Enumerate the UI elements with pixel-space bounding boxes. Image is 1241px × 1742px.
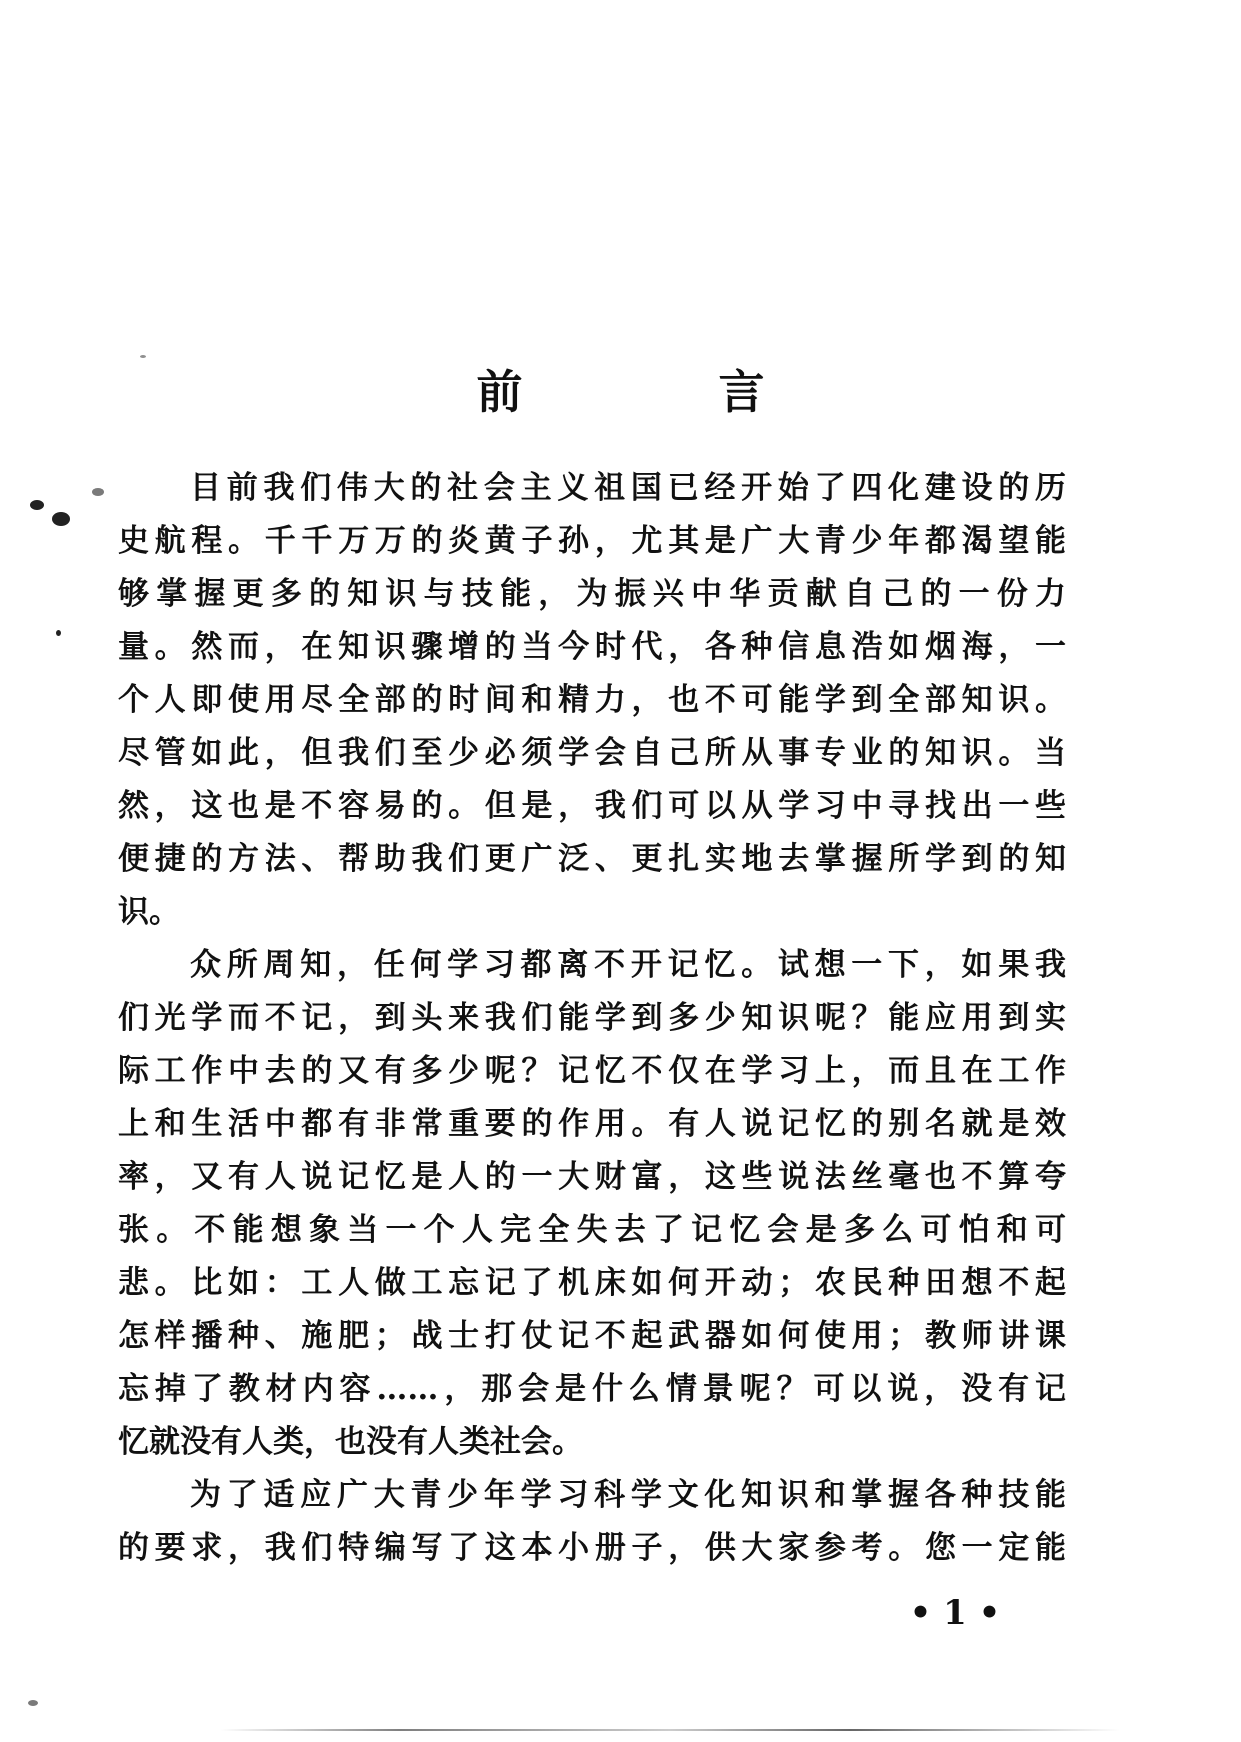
scan-edge-line (220, 1729, 1120, 1731)
scan-speck (140, 355, 146, 358)
text-line: 史航程。千千万万的炎黄子孙，尤其是广大青少年都渴望能 (118, 523, 1066, 559)
scan-speck (92, 488, 104, 496)
scan-speck (52, 512, 70, 526)
scan-speck (30, 500, 44, 510)
scan-speck (28, 1700, 38, 1706)
text-line: 悲。比如：工人做工忘记了机床如何开动；农民种田想不起 (118, 1265, 1066, 1301)
text-line: 便捷的方法、帮助我们更广泛、更扎实地去掌握所学到的知 (118, 841, 1066, 877)
page-title: 前 言 (476, 365, 855, 419)
paragraph-2 (118, 939, 1066, 1469)
text-line: 们光学而不记，到头来我们能学到多少知识呢？能应用到实 (118, 1000, 1066, 1036)
text-line: 众所周知，任何学习都离不开记忆。试想一下，如果我 (190, 947, 1066, 983)
text-line: 够掌握更多的知识与技能，为振兴中华贡献自己的一份力 (118, 576, 1066, 612)
text-line: 量。然而，在知识骤增的当今时代，各种信息浩如烟海，一 (118, 629, 1066, 665)
preface-body (118, 462, 1066, 1575)
text-line: 上和生活中都有非常重要的作用。有人说记忆的别名就是效 (118, 1106, 1066, 1142)
text-line: 忘掉了教材内容……，那会是什么情景呢？可以说，没有记 (118, 1371, 1066, 1407)
text-line: 的要求，我们特编写了这本小册子，供大家参考。您一定能 (118, 1530, 1066, 1566)
page-number: • 1 • (909, 1593, 1001, 1633)
text-line: 为了适应广大青少年学习科学文化知识和掌握各种技能 (190, 1477, 1066, 1513)
text-line: 率，又有人说记忆是人的一大财富，这些说法丝毫也不算夸 (118, 1159, 1066, 1195)
text-line: 识。 (118, 894, 180, 930)
text-line: 张。不能想象当一个人完全失去了记忆会是多么可怕和可 (118, 1212, 1066, 1248)
text-line: 个人即使用尽全部的时间和精力，也不可能学到全部知识。 (118, 682, 1066, 718)
text-line: 怎样播种、施肥；战士打仗记不起武器如何使用；教师讲课 (118, 1318, 1066, 1354)
paragraph-3 (118, 1469, 1066, 1575)
text-line: 然，这也是不容易的。但是，我们可以从学习中寻找出一些 (118, 788, 1066, 824)
text-line: 际工作中去的又有多少呢？记忆不仅在学习上，而且在工作 (118, 1053, 1066, 1089)
text-line: 目前我们伟大的社会主义祖国已经开始了四化建设的历 (190, 470, 1066, 506)
text-line: 尽管如此，但我们至少必须学会自己所从事专业的知识。当 (118, 735, 1066, 771)
text-line: 忆就没有人类，也没有人类社会。 (118, 1424, 583, 1460)
scan-speck (56, 630, 61, 636)
paragraph-1 (118, 462, 1066, 939)
